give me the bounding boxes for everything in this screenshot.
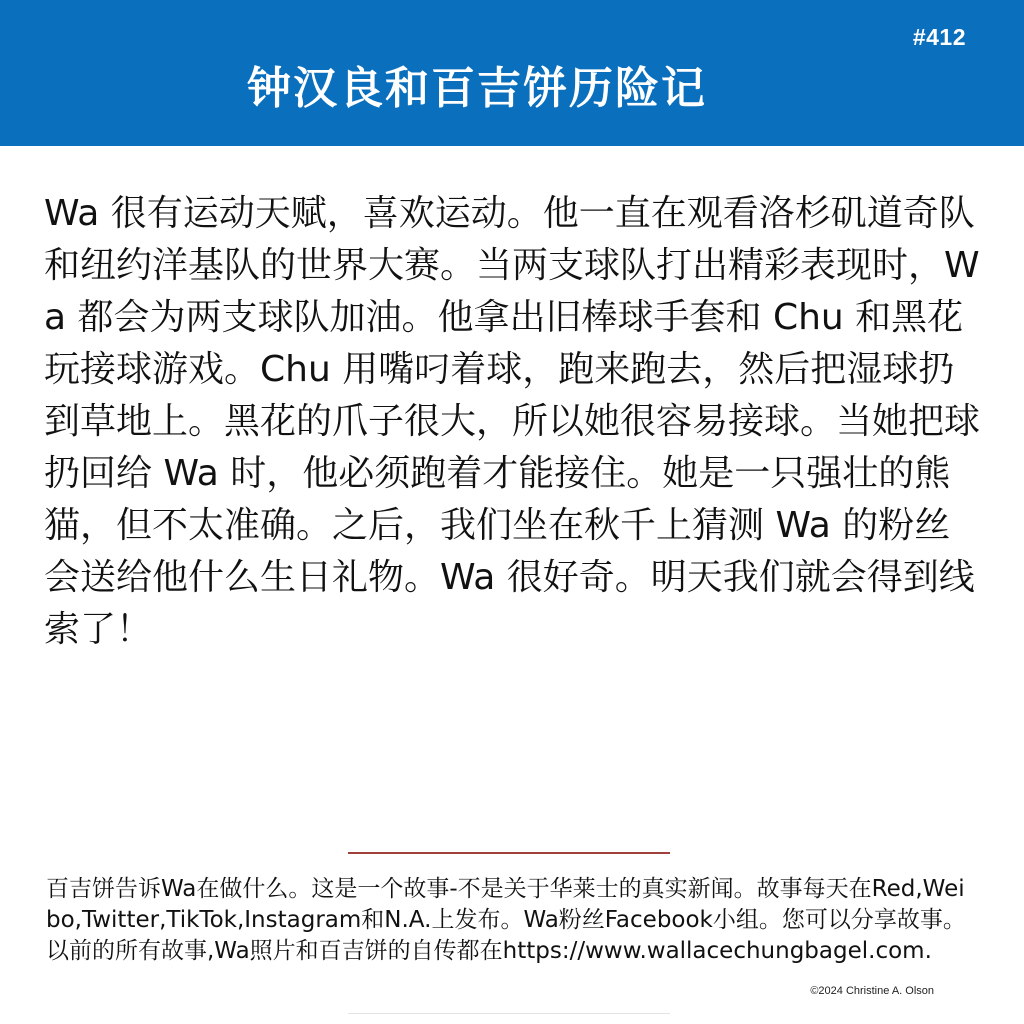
divider [348,852,670,854]
bottom-divider [348,1013,670,1014]
footer-note: 百吉饼告诉Wa在做什么。这是一个故事-不是关于华莱士的真实新闻。故事每天在Red,Weibo,Twitter,TikTok,Instagram和N.A.上发布。Wa粉丝Facebook小组。您可以分享故事。以前的所有故事,Wa照片和百吉饼的自传都在https://www.wallacechungbagel.com. [46,876,966,964]
page-title: 钟汉良和百吉饼历险记 [247,63,707,114]
episode-number: #412 [912,24,966,50]
copyright-notice: ©2024 Christine A. Olson [810,985,934,997]
story-text: Wa 很有运动天赋，喜欢运动。他一直在观看洛杉矶道奇队和纽约洋基队的世界大赛。当两支球队打出精彩表现时，Wa 都会为两支球队加油。他拿出旧棒球手套和 Chu 和黑花玩接球游戏。Chu 用嘴叼着球，跑来跑去，然后把湿球扔到草地上。黑花的爪子很大，所以她很容易接球。当她把球扔回给 Wa 时，他必须跑着才能接住。她是一只强壮的熊猫，但不太准确。之后，我们坐在秋千上猜测 Wa 的粉丝会送给他什么生日礼物。Wa 很好奇。明天我们就会得到线索了！ [44,193,981,650]
header-banner [0,0,1024,146]
